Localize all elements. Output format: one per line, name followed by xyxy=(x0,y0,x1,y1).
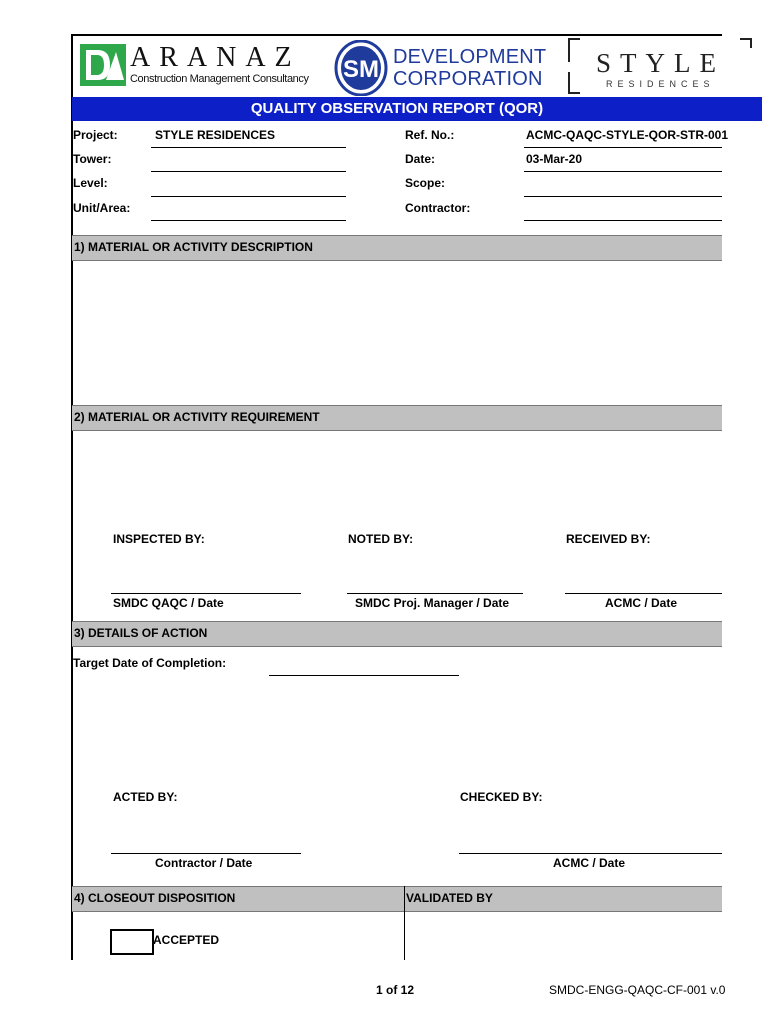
unit-area-field[interactable] xyxy=(151,220,346,221)
sm-logo xyxy=(334,40,547,98)
logo-bracket-tl xyxy=(568,38,580,62)
accepted-label: ACCEPTED xyxy=(153,933,220,947)
section-4-title: 4) CLOSEOUT DISPOSITION xyxy=(74,891,236,905)
report-title-bar xyxy=(72,97,762,121)
section-3-title: 3) DETAILS OF ACTION xyxy=(74,626,208,640)
noted-by-label: NOTED BY: xyxy=(348,532,414,546)
inspected-signature-line[interactable] xyxy=(111,593,301,594)
style-name: STYLE xyxy=(596,48,725,78)
level-field[interactable] xyxy=(151,196,346,197)
validated-by-title: VALIDATED BY xyxy=(406,891,493,905)
style-tagline: RESIDENCES xyxy=(606,79,715,89)
section-2-title: 2) MATERIAL OR ACTIVITY REQUIREMENT xyxy=(74,410,320,424)
contractor-field[interactable] xyxy=(524,220,722,221)
section-1-title: 1) MATERIAL OR ACTIVITY DESCRIPTION xyxy=(74,240,313,254)
document-code: SMDC-ENGG-QAQC-CF-001 v.0 xyxy=(549,983,726,997)
scope-field[interactable] xyxy=(524,196,722,197)
section-4-divider xyxy=(404,886,405,960)
date-label: Date: xyxy=(405,152,436,166)
ref-no-label: Ref. No.: xyxy=(405,128,455,142)
smdc-pm-caption: SMDC Proj. Manager / Date xyxy=(355,596,510,610)
aranaz-mark-icon xyxy=(80,44,126,86)
inspected-by-label: INSPECTED BY: xyxy=(113,532,205,546)
ref-no-underline xyxy=(524,147,722,148)
aranaz-name: ARANAZ xyxy=(130,42,301,73)
tower-label: Tower: xyxy=(73,152,112,166)
date-underline xyxy=(524,171,722,172)
contractor-label: Contractor: xyxy=(405,201,471,215)
section-1-header xyxy=(72,235,722,261)
logo-bracket-tr xyxy=(740,38,752,48)
level-label: Level: xyxy=(73,176,108,190)
smdc-qaqc-caption: SMDC QAQC / Date xyxy=(113,596,224,610)
section-4-header xyxy=(72,886,722,912)
contractor-date-caption: Contractor / Date xyxy=(155,856,253,870)
logo-bracket-bl xyxy=(568,72,580,94)
target-date-label: Target Date of Completion: xyxy=(73,656,227,670)
accepted-checkbox[interactable] xyxy=(110,929,154,955)
section-3-header xyxy=(72,621,722,647)
page-number: 1 of 12 xyxy=(376,983,415,997)
aranaz-tagline: Construction Management Consultancy xyxy=(130,73,309,85)
sm-line-2: CORPORATION xyxy=(393,68,543,90)
scope-label: Scope: xyxy=(405,176,446,190)
section-1-body[interactable] xyxy=(73,261,721,404)
received-by-label: RECEIVED BY: xyxy=(566,532,651,546)
aranaz-logo xyxy=(80,42,309,88)
date-value: 03-Mar-20 xyxy=(526,152,583,166)
svg-text:SM: SM xyxy=(343,56,379,83)
target-date-field[interactable] xyxy=(269,675,459,676)
ref-no-value: ACMC-QAQC-STYLE-QOR-STR-001 xyxy=(526,128,729,142)
unit-area-label: Unit/Area: xyxy=(73,201,131,215)
form-top-border xyxy=(71,34,722,36)
report-title: QUALITY OBSERVATION REPORT (QOR) xyxy=(250,100,544,117)
project-underline xyxy=(151,147,346,148)
sm-emblem-icon xyxy=(334,40,388,96)
project-value: STYLE RESIDENCES xyxy=(155,128,276,142)
checked-signature-line[interactable] xyxy=(459,853,722,854)
acted-by-label: ACTED BY: xyxy=(113,790,178,804)
section-2-header xyxy=(72,405,722,431)
acted-signature-line[interactable] xyxy=(111,853,301,854)
sm-line-1: DEVELOPMENT xyxy=(393,46,547,68)
checked-by-label: CHECKED BY: xyxy=(460,790,543,804)
style-logo xyxy=(568,38,760,94)
acmc-caption-1: ACMC / Date xyxy=(605,596,678,610)
noted-signature-line[interactable] xyxy=(347,593,523,594)
acmc-caption-2: ACMC / Date xyxy=(553,856,626,870)
form-left-border xyxy=(71,34,73,960)
tower-field[interactable] xyxy=(151,171,346,172)
received-signature-line[interactable] xyxy=(565,593,722,594)
project-label: Project: xyxy=(73,128,118,142)
